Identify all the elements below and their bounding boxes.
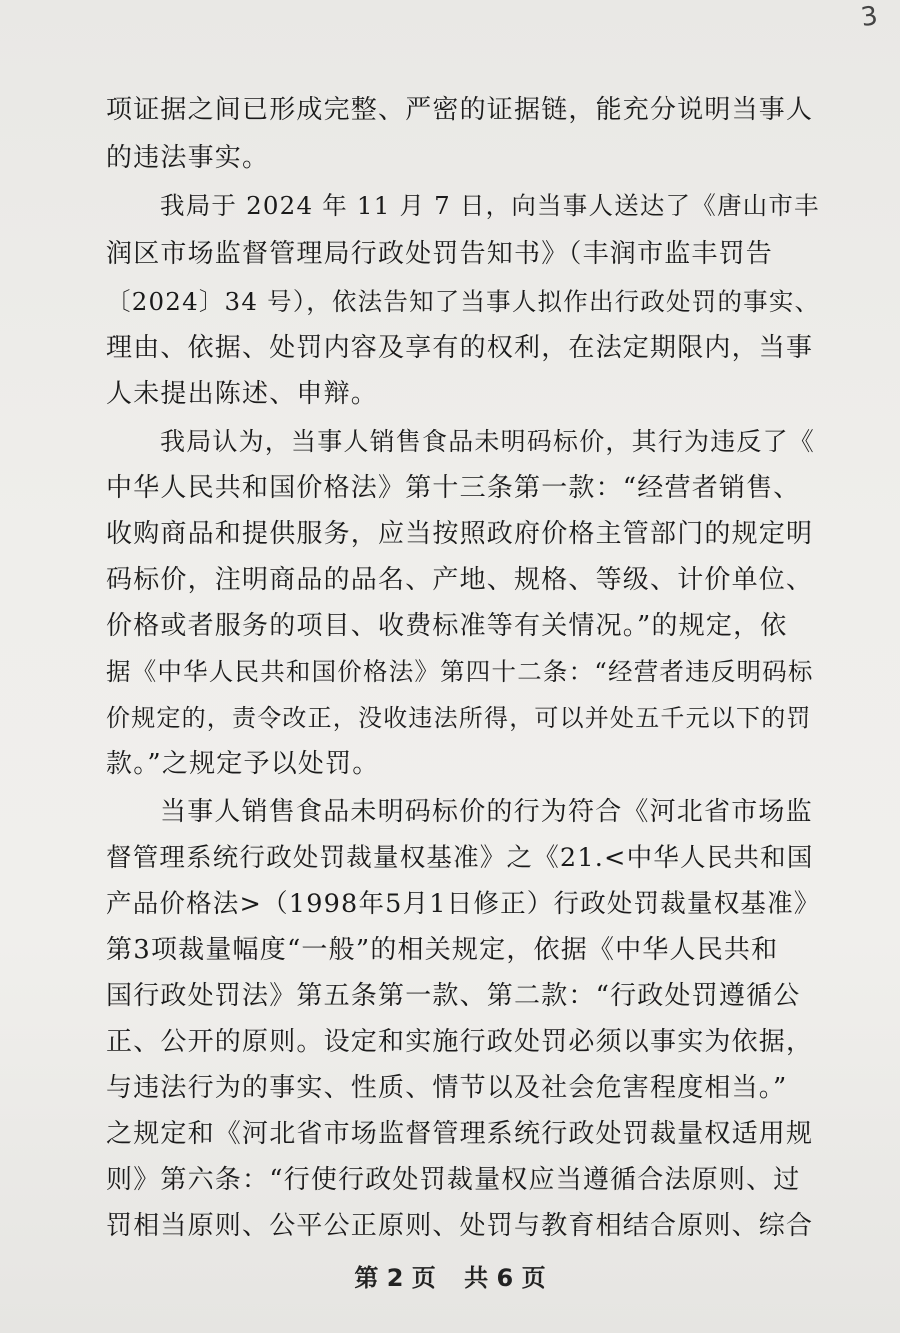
- page-number: 第 2 页: [354, 1264, 436, 1292]
- text-line: 价规定的，责令改正，没收违法所得，可以并处五千元以下的罚: [106, 704, 812, 732]
- text-line: 之规定和《河北省市场监督管理系统行政处罚裁量权适用规: [106, 1119, 814, 1149]
- text-line: 罚相当原则、公平公正原则、处罚与教育相结合原则、综合: [106, 1211, 814, 1241]
- text-line: 我局认为，当事人销售食品未明码标价，其行为违反了《: [160, 427, 816, 456]
- text-line: 第3项裁量幅度“一般”的相关规定，依据《中华人民共和: [106, 935, 779, 965]
- text-line: 码标价，注明商品的品名、产地、规格、等级、计价单位、: [106, 565, 814, 595]
- text-line: 当事人销售食品未明码标价的行为符合《河北省市场监: [160, 797, 813, 827]
- text-line: 款。”之规定予以处罚。: [106, 749, 380, 779]
- text-line: 中华人民共和国价格法》第十三条第一款：“经营者销售、: [106, 473, 801, 503]
- page-footer: [0, 1258, 900, 1293]
- text-line: 督管理系统行政处罚裁量权基准》之《21.<中华人民共和国: [106, 843, 814, 873]
- text-line: 的违法事实。: [106, 143, 270, 173]
- text-line: 润区市场监督管理局行政处罚告知书》（丰润市监丰罚告: [106, 239, 774, 269]
- text-line: 正、公开的原则。设定和实施行政处罚必须以事实为依据，: [106, 1027, 814, 1057]
- text-line: 理由、依据、处罚内容及享有的权利，在法定期限内，当事: [106, 333, 814, 363]
- text-line: 〔2024〕34 号），依法告知了当事人拟作出行政处罚的事实、: [106, 287, 821, 316]
- text-line: 则》第六条：“行使行政处罚裁量权应当遵循合法原则、过: [106, 1165, 801, 1195]
- text-line: 产品价格法>（1998年5月1日修正）行政处罚裁量权基准》: [106, 889, 821, 919]
- text-line: 我局于 2024 年 11 月 7 日，向当事人送达了《唐山市丰: [160, 191, 820, 220]
- handwritten-page-mark: 3: [859, 0, 881, 34]
- text-line: 国行政处罚法》第五条第一款、第二款：“行政处罚遵循公: [106, 981, 801, 1011]
- text-line: 与违法行为的事实、性质、情节以及社会危害程度相当。”: [106, 1073, 788, 1103]
- page-total: 共 6 页: [464, 1264, 546, 1292]
- text-line: 价格或者服务的项目、收费标准等有关情况。”的规定，依: [106, 611, 788, 641]
- text-line: 据《中华人民共和国价格法》第四十二条：“经营者违反明码标: [106, 657, 814, 686]
- text-line: 收购商品和提供服务，应当按照政府价格主管部门的规定明: [106, 519, 814, 549]
- text-line: 项证据之间已形成完整、严密的证据链，能充分说明当事人: [106, 95, 814, 125]
- text-line: 人未提出陈述、申辩。: [106, 379, 379, 409]
